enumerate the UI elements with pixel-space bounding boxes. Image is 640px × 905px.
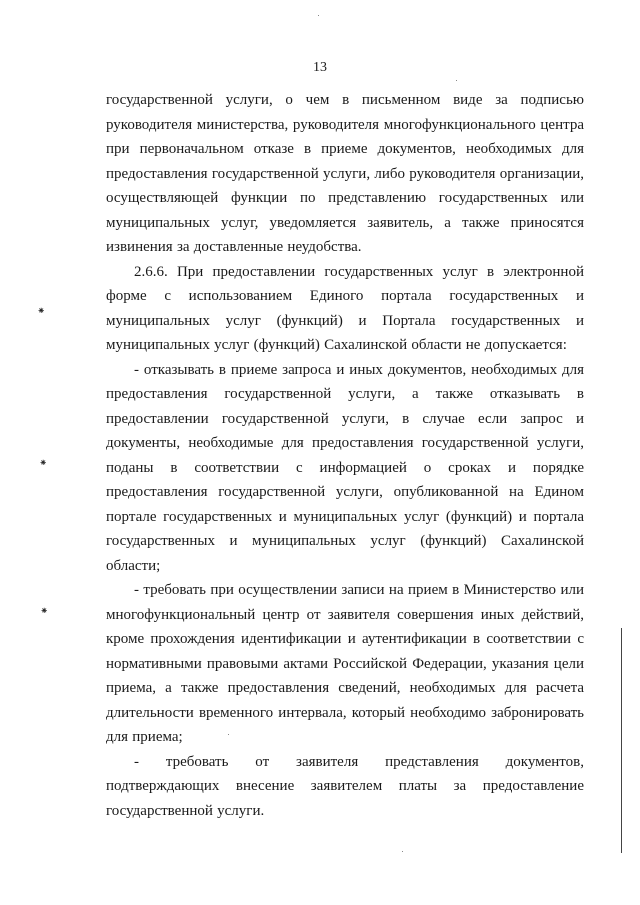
scan-speck <box>318 15 319 16</box>
paragraph-list-item-2: - требовать при осуществлении записи на прием в Министерство или многофункциональный центр от заявителя совершения иных действий, кроме прохождения идентификации и аутентификации в соответствии с нормативными правовыми актами Российской Федерации, указания цели приема, а также предоставления сведений, необходимых для расчета длительности временного интервала, который необходимо забронировать для приема; <box>106 582 584 745</box>
paragraph-list-item-1: - отказывать в приеме запроса и иных документов, необходимых для предоставления государственной услуги, а также отказывать в предоставлении государственной услуги, в случае если запрос и документы, необходимые для предоставления государственной услуги, поданы в соответствии с информацией о сроках и порядке предоставления государственной услуги, опубликованной на Едином портале государственных и муниципальных услуг (функций) и портала государственных и муниципальных услуг (функций) Сахалинской области; <box>106 361 584 574</box>
page-number: 13 <box>313 60 327 75</box>
document-body <box>106 88 584 823</box>
scan-speck <box>228 734 229 735</box>
paragraph-section-2-6-6: 2.6.6. При предоставлении государственных услуг в электронной форме с использованием Единого портала государственных и муниципальных услуг (функций) и Портала государственных и муниципальных услуг (функций) Сахалинской области не допускается: <box>106 263 584 353</box>
paragraph-continuation: государственной услуги, о чем в письменном виде за подписью руководителя министерства, руководителя многофункционального центра при первоначальном отказе в приеме документов, необходимых для предоставления государственной услуги, либо руководителя организации, осуществляющей функции по представлению государственных или муниципальных услуг, уведомляется заявитель, а также приносятся извинения за доставленные неудобства. <box>106 92 584 255</box>
margin-mark-icon: ⁕ <box>37 306 46 317</box>
margin-mark-icon: ⁕ <box>40 606 49 617</box>
scan-speck <box>402 851 403 852</box>
margin-mark-icon: ⁕ <box>39 458 48 469</box>
scan-speck <box>456 80 457 81</box>
paragraph-list-item-3: - требовать от заявителя представления документов, подтверждающих внесение заявителем платы за предоставление государственной услуги. <box>106 753 584 819</box>
scan-edge-line <box>621 628 622 853</box>
